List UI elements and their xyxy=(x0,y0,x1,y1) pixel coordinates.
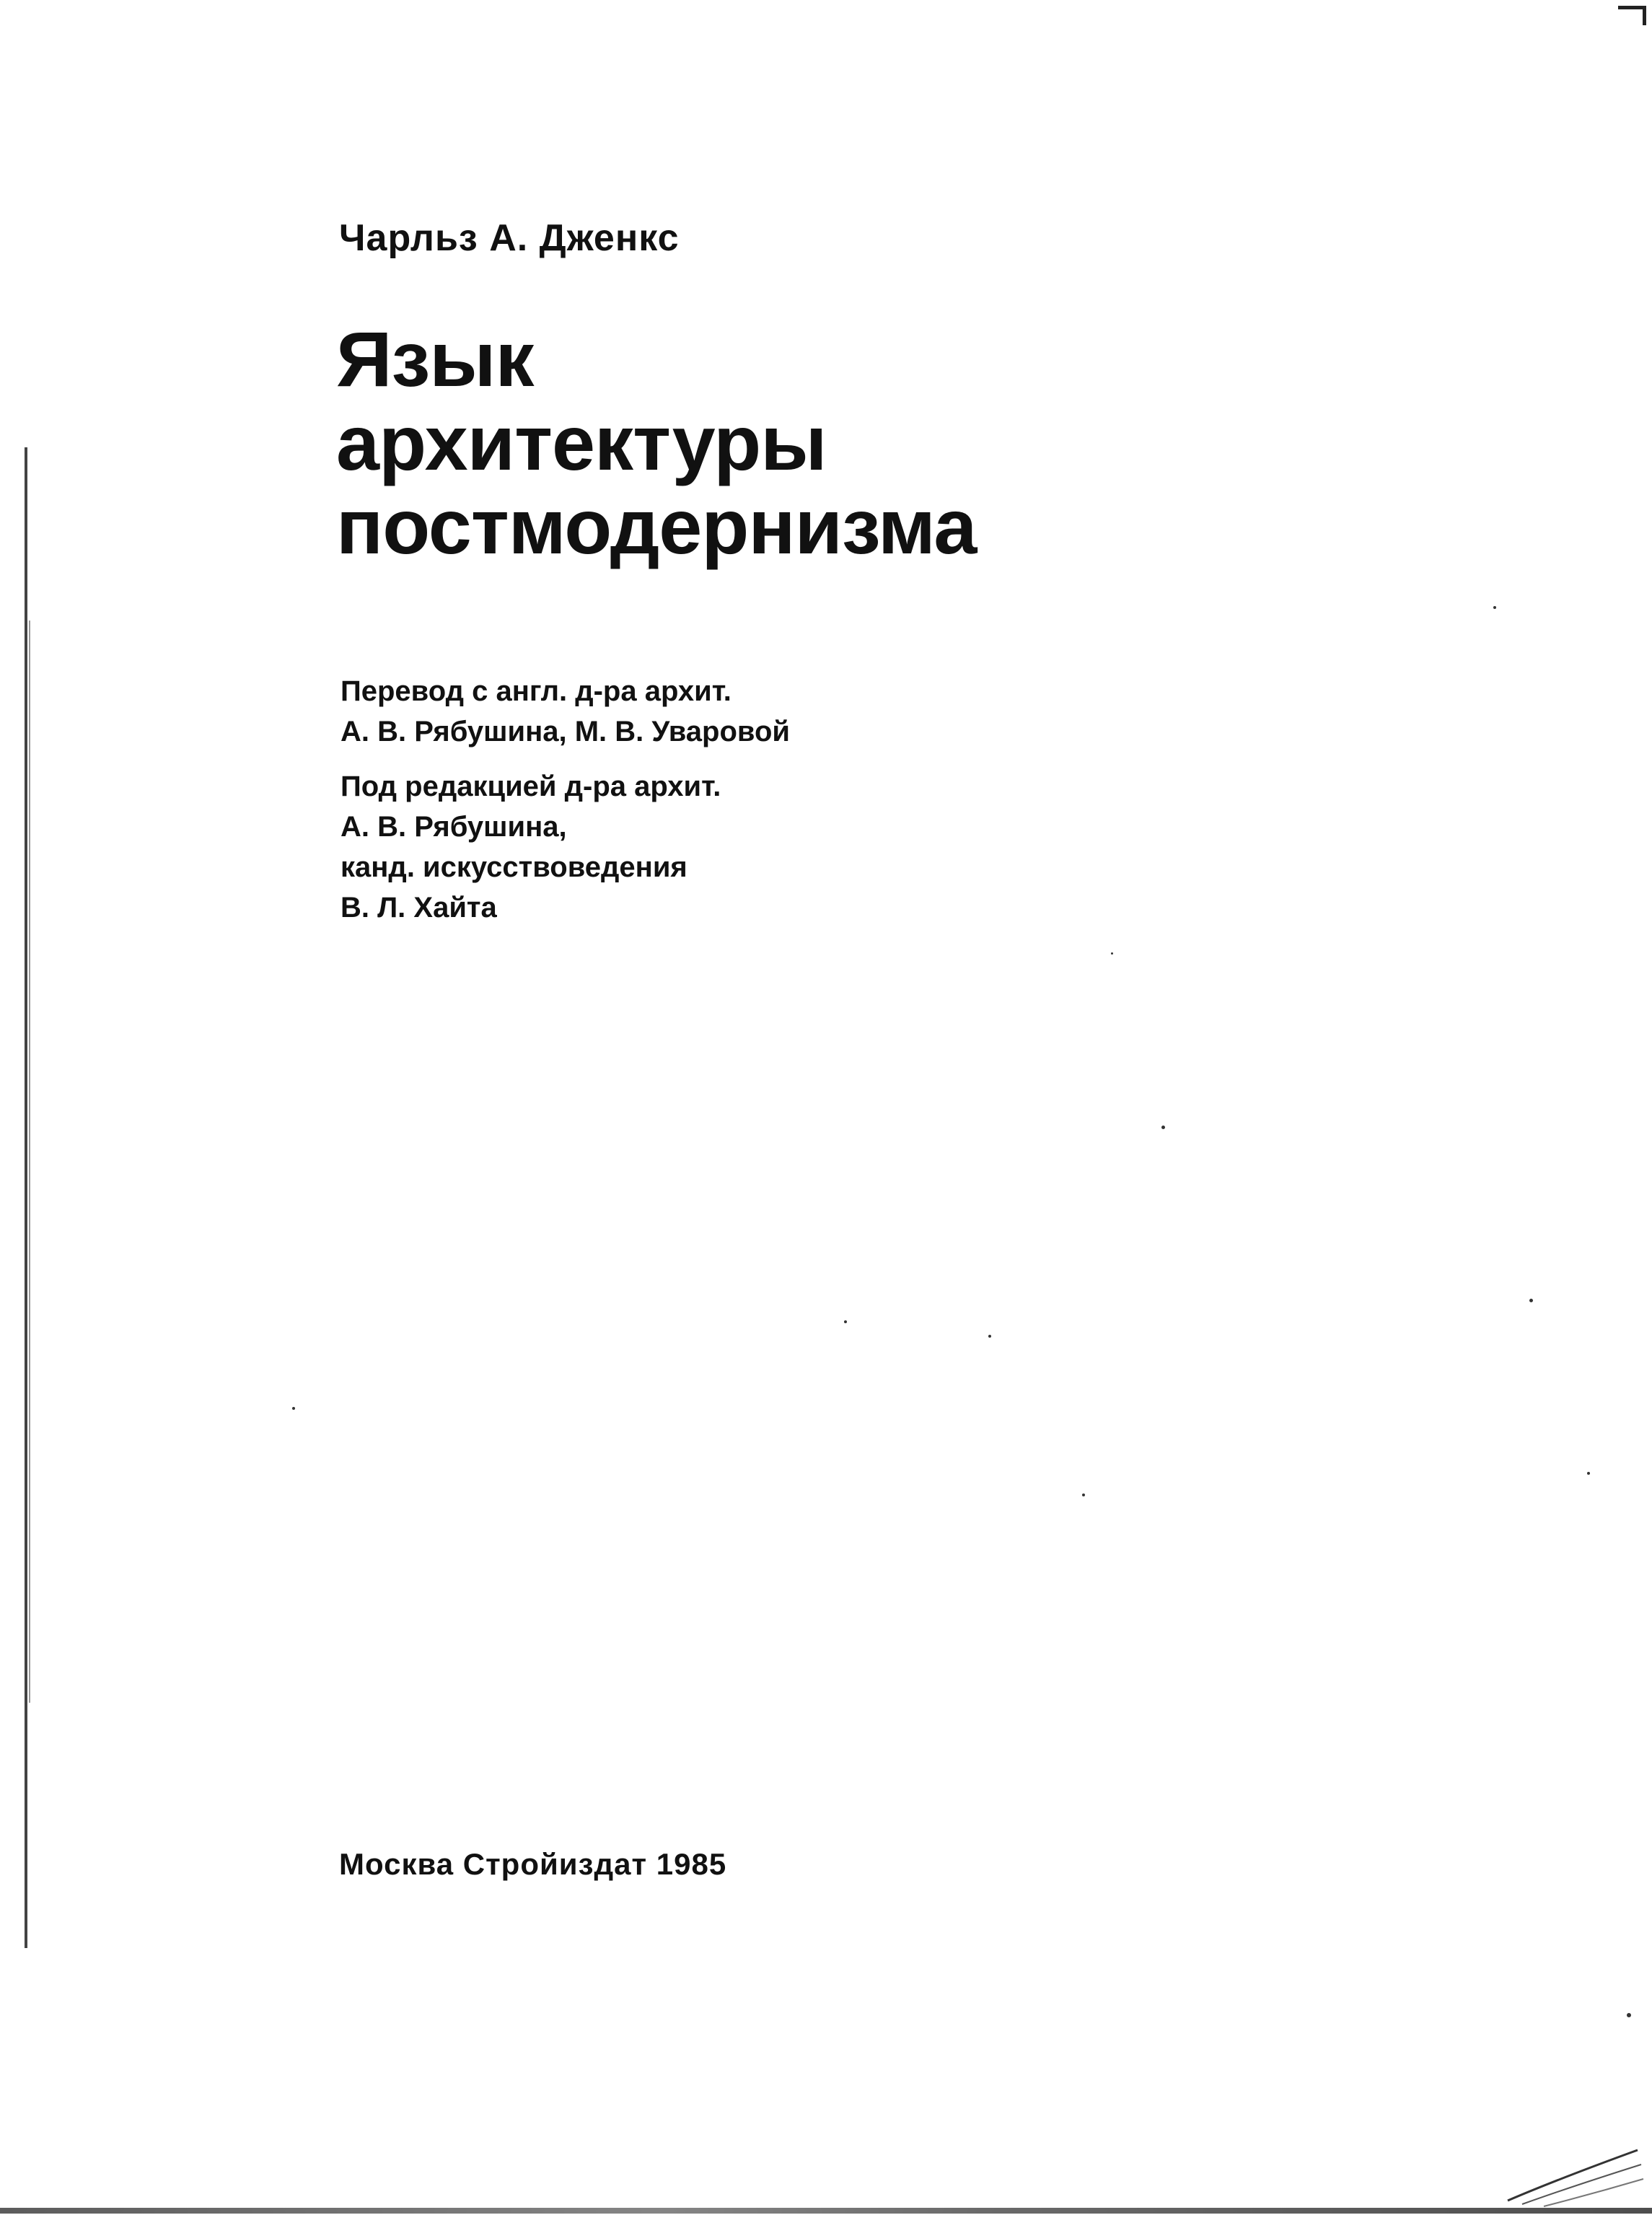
editor-degree: канд. искусствоведения xyxy=(340,851,687,883)
translation-credit: Перевод с англ. д-ра архит. xyxy=(340,675,731,707)
scan-speck xyxy=(1627,2013,1631,2017)
scan-speck xyxy=(988,1335,991,1338)
scan-edge-shadow xyxy=(25,447,27,1948)
title-line: постмодернизма xyxy=(336,483,977,570)
credits-spacer xyxy=(340,752,790,766)
credits-block xyxy=(340,671,790,928)
scan-edge-line xyxy=(29,620,30,1703)
editor-name: В. Л. Хайта xyxy=(340,892,497,924)
title-line: архитектуры xyxy=(336,399,827,486)
author-name: Чарльз А. Дженкс xyxy=(339,217,680,259)
translators-names: А. В. Рябушина, М. В. Уваровой xyxy=(340,716,790,747)
scan-corner-mark xyxy=(1618,6,1646,25)
scan-speck xyxy=(1493,606,1496,609)
scan-speck xyxy=(1161,1126,1165,1129)
editor-name: А. В. Рябушина, xyxy=(340,811,567,843)
scan-speck xyxy=(1529,1299,1533,1302)
publisher-imprint: Москва Стройиздат 1985 xyxy=(339,1847,727,1881)
scan-speck xyxy=(1587,1472,1590,1475)
editorial-credit: Под редакцией д-ра архит. xyxy=(340,771,721,802)
title-line: Язык xyxy=(336,315,534,403)
scan-bottom-edge xyxy=(0,2208,1652,2214)
scan-speck xyxy=(292,1407,295,1410)
scan-speck xyxy=(844,1320,847,1323)
page-curl-mark xyxy=(1501,2136,1645,2208)
scan-speck xyxy=(1111,952,1113,955)
book-title xyxy=(336,317,977,569)
scan-speck xyxy=(1082,1494,1085,1496)
